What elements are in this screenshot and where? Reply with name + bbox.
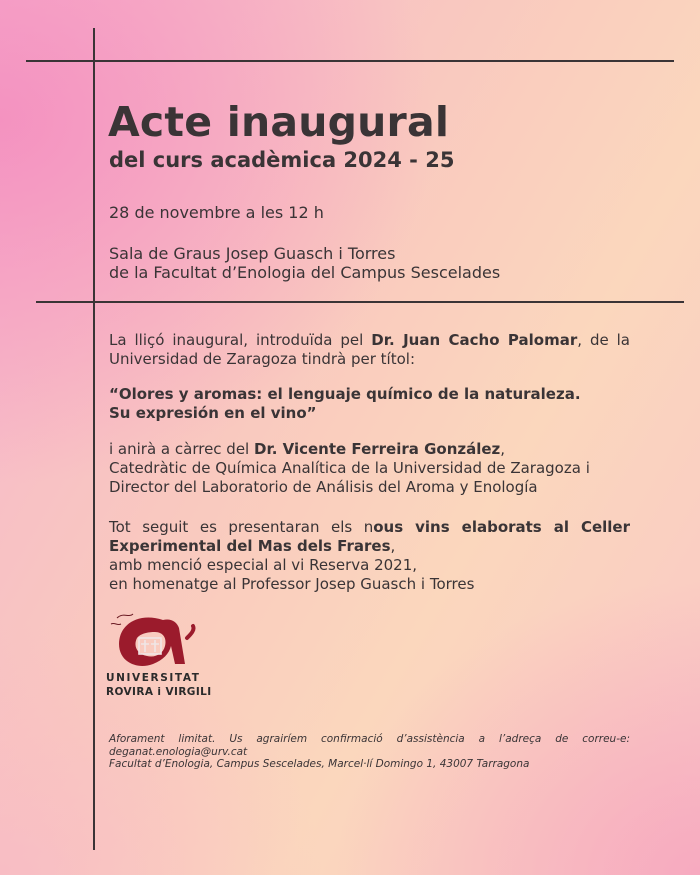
top-horizontal-rule (26, 60, 674, 62)
wines-text-post: , (390, 537, 396, 555)
lecture-title (109, 385, 630, 423)
speaker-role-line-1: Catedràtic de Química Analítica de la Universidad de Zaragoza i (109, 459, 590, 477)
speaker-line-1 (109, 440, 630, 459)
vertical-rule (93, 28, 95, 850)
wines-bold-text-1: ous vins elaborats al Celler (373, 518, 630, 536)
lecture-title-line-1: “Olores y aromas: el lenguaje químico de la naturaleza. (109, 385, 581, 403)
wines-line-3: amb menció especial al vi Reserva 2021, (109, 556, 418, 574)
university-name-line-1: UNIVERSITAT (106, 672, 201, 684)
venue-line-2: de la Facultat d’Enologia del Campus Sescelades (109, 263, 501, 282)
speaker-text-post: , (500, 440, 506, 458)
wines-paragraph (109, 518, 630, 594)
page-title: Acte inaugural (108, 98, 450, 146)
lecture-title-line-2: Su expresión en el vino” (109, 404, 317, 422)
wines-line-2 (109, 537, 630, 556)
wines-text-pre: Tot seguit es presentaran els n (109, 518, 374, 536)
speaker-name: Dr. Vicente Ferreira González (254, 440, 501, 458)
intro-paragraph (109, 331, 630, 369)
university-name-line-2: ROVIRA i VIRGILI (106, 686, 212, 698)
footer-email: deganat.enologia@urv.cat (109, 745, 248, 758)
wines-bold-text-2: Experimental del Mas dels Frares (109, 537, 391, 555)
intro-text-pre: La lliçó inaugural, introduïda pel (109, 331, 372, 349)
venue-line-1: Sala de Graus Josep Guasch i Torres (109, 244, 396, 263)
footer-address: Facultat d’Enologia, Campus Sescelades, Marcel·lí Domingo 1, 43007 Tarragona (109, 758, 530, 770)
middle-horizontal-rule (36, 301, 684, 303)
speaker-paragraph (109, 440, 630, 497)
page-subtitle: del curs acadèmica 2024 - 25 (109, 148, 455, 172)
event-venue (109, 244, 500, 282)
footer-note (109, 733, 630, 771)
intro-text-post: , de la Universidad de Zaragoza tindrà per títol: (109, 331, 630, 368)
event-date: 28 de novembre a les 12 h (109, 203, 324, 222)
speaker-text-pre: i anirà a càrrec del (109, 440, 254, 458)
speaker-role-line-2: Director del Laboratorio de Análisis del Aroma y Enología (109, 478, 538, 496)
wines-line-1 (109, 518, 630, 537)
footer-line-1: Aforament limitat. Us agrairíem confirmació d’assistència a l’adreça de correu-e: (109, 733, 630, 745)
wines-line-4: en homenatge al Professor Josep Guasch i Torres (109, 575, 475, 593)
intro-speaker-name: Dr. Juan Cacho Palomar (371, 331, 578, 349)
